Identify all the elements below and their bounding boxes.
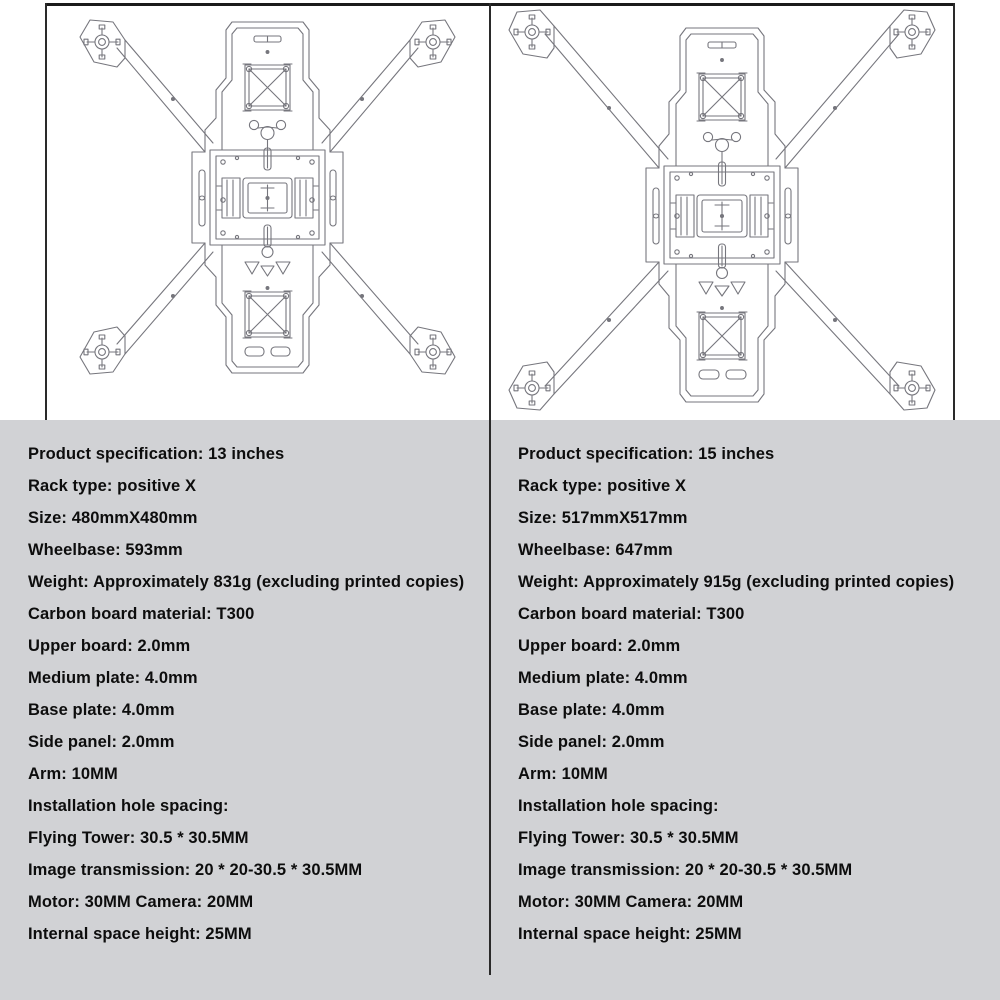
- arm-upper-right: [322, 20, 455, 152]
- panel-right-border: [953, 3, 955, 420]
- spec-line: Product specification: 15 inches: [518, 445, 775, 463]
- lower-stack-mount: [243, 291, 292, 338]
- antenna-mount-lower: [717, 244, 728, 279]
- spec-line: Base plate: 4.0mm: [28, 701, 175, 719]
- spec-line: Carbon board material: T300: [28, 605, 255, 623]
- spec-line: Medium plate: 4.0mm: [518, 669, 688, 687]
- spec-line: Rack type: positive X: [518, 477, 687, 495]
- spec-line: Product specification: 13 inches: [28, 445, 285, 463]
- drone-frame-13-inch-top-view: [47, 0, 489, 420]
- arm-lower-left: [80, 243, 213, 374]
- upper-stack-mount: [243, 64, 292, 111]
- lower-stack-mount: [697, 312, 747, 360]
- spec-line: Upper board: 2.0mm: [518, 637, 681, 655]
- center-plate-window: [697, 195, 747, 237]
- arm-lower-left: [509, 262, 668, 410]
- spec-line: Size: 517mmX517mm: [518, 509, 688, 527]
- spec-line: Wheelbase: 593mm: [28, 541, 183, 559]
- spec-line: Motor: 30MM Camera: 20MM: [518, 893, 744, 911]
- spec-column-15-inch: [518, 420, 988, 950]
- center-body: [192, 22, 343, 373]
- spec-line: Weight: Approximately 915g (excluding printed copies): [518, 573, 955, 591]
- spec-line: Upper board: 2.0mm: [28, 637, 191, 655]
- arm-lower-right: [322, 243, 455, 374]
- spec-line: Installation hole spacing:: [518, 797, 719, 815]
- spec-line: Side panel: 2.0mm: [518, 733, 665, 751]
- spec-line: Flying Tower: 30.5 * 30.5MM: [518, 829, 739, 847]
- spec-line: Internal space height: 25MM: [518, 925, 742, 943]
- arm-upper-left: [509, 10, 668, 168]
- drone-frame-15-inch-top-view: [491, 0, 953, 420]
- spec-line: Side panel: 2.0mm: [28, 733, 175, 751]
- antenna-mount-lower: [262, 225, 273, 258]
- drawing-panel: [0, 0, 1000, 420]
- antenna-mount-upper: [703, 132, 740, 186]
- panel-center-divider: [489, 3, 491, 975]
- spec-column-13-inch: [28, 420, 488, 950]
- upper-stack-mount: [697, 73, 747, 121]
- spec-line: Internal space height: 25MM: [28, 925, 252, 943]
- spec-line: Installation hole spacing:: [28, 797, 229, 815]
- spec-line: Image transmission: 20 * 20-30.5 * 30.5MM: [28, 861, 363, 879]
- spec-line: Motor: 30MM Camera: 20MM: [28, 893, 254, 911]
- spec-line: Weight: Approximately 831g (excluding printed copies): [28, 573, 465, 591]
- spec-line: Medium plate: 4.0mm: [28, 669, 198, 687]
- spec-line: Size: 480mmX480mm: [28, 509, 198, 527]
- spec-line: Rack type: positive X: [28, 477, 197, 495]
- spec-line: Flying Tower: 30.5 * 30.5MM: [28, 829, 249, 847]
- center-body: [646, 28, 798, 402]
- arm-upper-left: [80, 20, 213, 152]
- antenna-mount-upper: [249, 120, 285, 170]
- spec-line: Arm: 10MM: [28, 765, 118, 783]
- specifications-area: [0, 420, 1000, 1000]
- spec-line: Base plate: 4.0mm: [518, 701, 665, 719]
- spec-line: Wheelbase: 647mm: [518, 541, 673, 559]
- arm-lower-right: [776, 262, 935, 410]
- spec-line: Arm: 10MM: [518, 765, 608, 783]
- spec-line: Carbon board material: T300: [518, 605, 745, 623]
- spec-line: Image transmission: 20 * 20-30.5 * 30.5MM: [518, 861, 853, 879]
- arm-upper-right: [776, 10, 935, 168]
- center-plate-window: [243, 178, 292, 218]
